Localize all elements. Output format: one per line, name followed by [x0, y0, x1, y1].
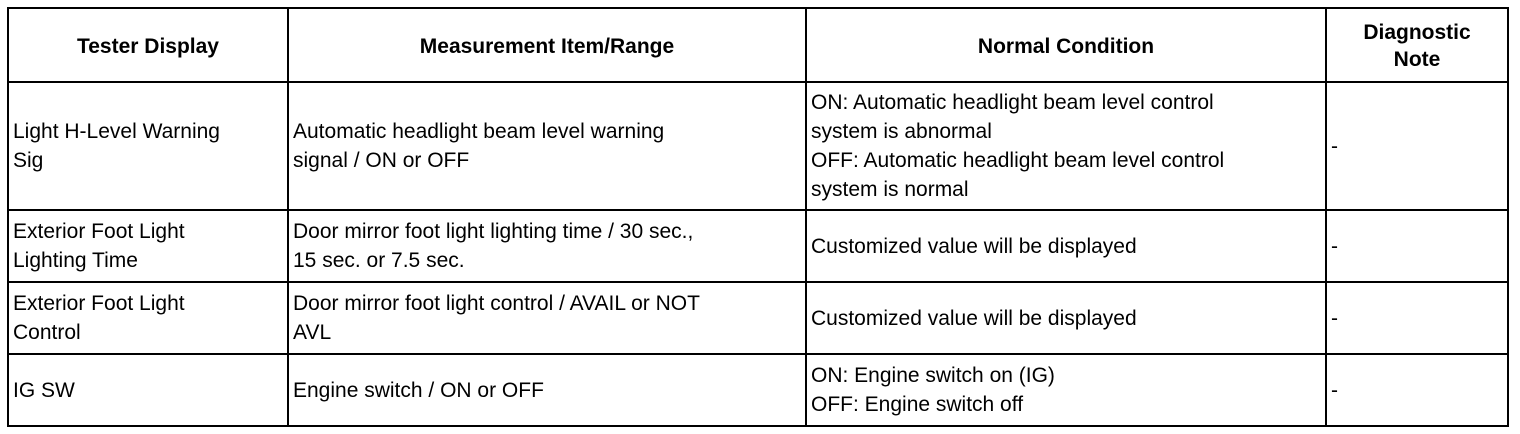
cell-tester-display	[8, 210, 288, 282]
cell-text-line: OFF: Automatic headlight beam level control	[811, 149, 1225, 172]
header-measurement-item-range: Measurement Item/Range	[288, 8, 806, 82]
cell-text-line: Customized value will be displayed	[811, 306, 1137, 330]
cell-text-line: AVL	[293, 321, 332, 344]
cell-text-line: system is abnormal	[811, 120, 992, 143]
cell-text-line: OFF: Engine switch off	[811, 393, 1024, 416]
cell-tester-display	[8, 354, 288, 426]
cell-normal-condition	[806, 282, 1326, 354]
cell-text-line: ON: Automatic headlight beam level control	[811, 91, 1214, 114]
cell-text-line: Door mirror foot light lighting time / 30 sec.,	[293, 220, 694, 243]
cell-text-line: Exterior Foot Light	[13, 292, 185, 315]
cell-diagnostic-note: -	[1326, 210, 1508, 282]
cell-text-line: Engine switch / ON or OFF	[293, 378, 544, 402]
table-row	[8, 354, 1508, 426]
cell-text-line: Lighting Time	[13, 249, 138, 272]
cell-text-line: Automatic headlight beam level warning	[293, 120, 665, 143]
cell-normal-condition	[806, 82, 1326, 210]
table-row	[8, 82, 1508, 210]
cell-text-line: Control	[13, 321, 81, 344]
cell-diagnostic-note: -	[1326, 82, 1508, 210]
cell-text-line: 15 sec. or 7.5 sec.	[293, 249, 465, 272]
cell-text-line: Sig	[13, 149, 44, 172]
cell-text-line: signal / ON or OFF	[293, 149, 470, 172]
cell-normal-condition	[806, 354, 1326, 426]
table-header-row	[8, 8, 1508, 82]
cell-text-line: IG SW	[13, 378, 75, 402]
cell-tester-display	[8, 282, 288, 354]
header-diagnostic-note-line-1: Diagnostic	[1363, 21, 1471, 44]
cell-measurement	[288, 354, 806, 426]
cell-text-line: Customized value will be displayed	[811, 234, 1137, 258]
header-diagnostic-note	[1326, 8, 1508, 82]
cell-text-line: Light H-Level Warning	[13, 120, 220, 143]
cell-text-line: ON: Engine switch on (IG)	[811, 364, 1055, 387]
cell-normal-condition	[806, 210, 1326, 282]
cell-measurement	[288, 82, 806, 210]
header-normal-condition: Normal Condition	[806, 8, 1326, 82]
table-row	[8, 282, 1508, 354]
cell-text-line: Door mirror foot light control / AVAIL or NOT	[293, 292, 700, 315]
cell-measurement	[288, 210, 806, 282]
header-diagnostic-note-line-2: Note	[1393, 48, 1441, 71]
tester-data-table	[7, 7, 1509, 427]
data-table-container	[7, 7, 1509, 427]
header-tester-display: Tester Display	[8, 8, 288, 82]
cell-measurement	[288, 282, 806, 354]
cell-text-line: Exterior Foot Light	[13, 220, 185, 243]
cell-tester-display	[8, 82, 288, 210]
cell-text-line: system is normal	[811, 178, 969, 201]
cell-diagnostic-note: -	[1326, 354, 1508, 426]
cell-diagnostic-note: -	[1326, 282, 1508, 354]
table-row	[8, 210, 1508, 282]
